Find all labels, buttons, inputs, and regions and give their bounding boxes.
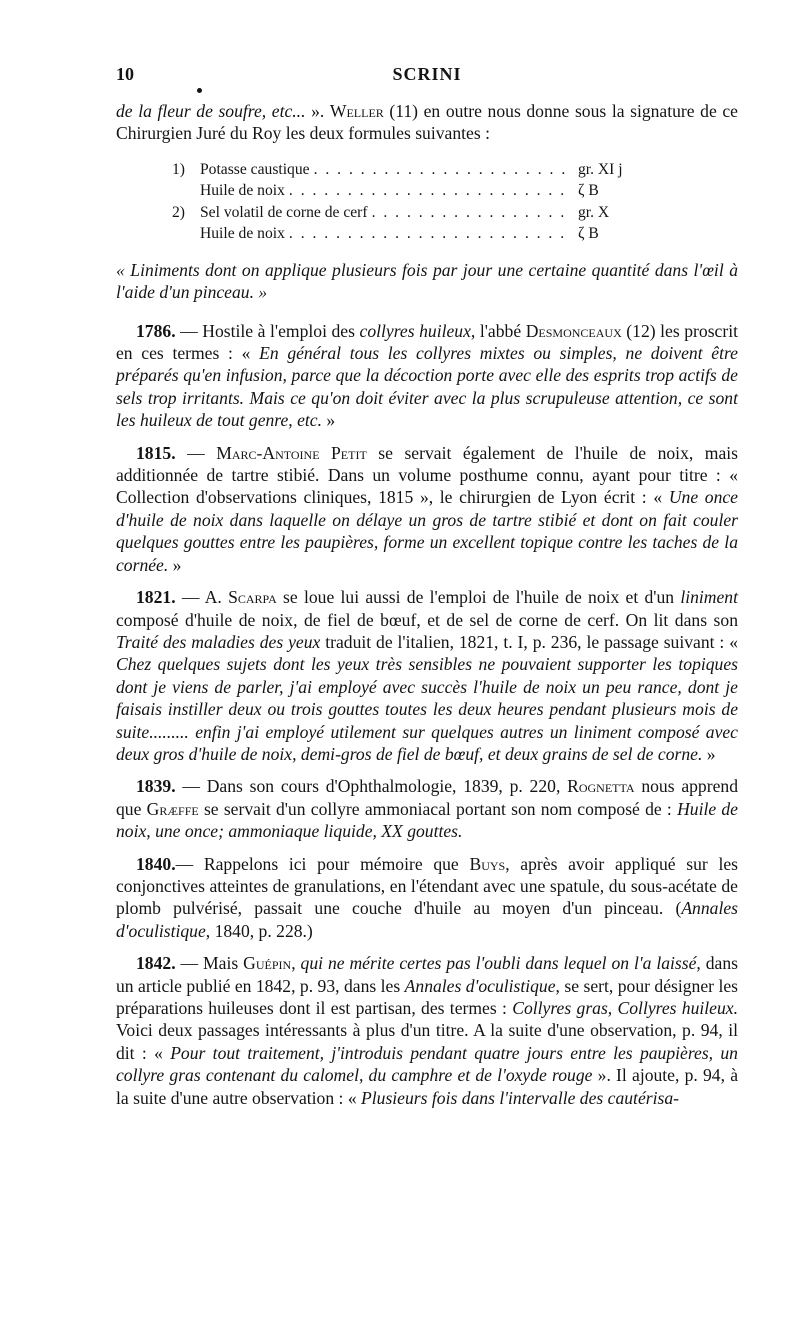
year-1786: 1786. xyxy=(136,320,176,341)
page-header xyxy=(116,64,738,90)
formula-list xyxy=(172,159,652,245)
formula-row: 1) Potasse caustique . . . gr. XI j xyxy=(172,159,652,181)
stray-ink-dot xyxy=(197,88,202,93)
liniments-quote: « Liniments dont on applique plusieurs fois par jour une certaine quantité dans l'œil à l'aide d'un pinceau. » xyxy=(116,259,738,303)
paragraph-1786: 1786. — Hostile à l'emploi des collyres huileux, l'abbé Desmonceaux (12) les proscrit en ces termes : « En général tous les collyres mixtes ou simples, ne doivent être préparés qu'en infusion, parce que la décoction porte avec elle des esprits trop actifs de sels trop irritants. Mais ce qu'on doit éviter avec la plus scrupuleuse attention, ce sont les huileux de tout genre, etc. » xyxy=(116,320,738,431)
formula-row: Huile de noix . . . ζ B xyxy=(172,180,652,202)
paragraph-1815: 1815. — Marc-Antoine Petit se servait également de l'huile de noix, mais additionnée de tartre stibié. Dans un volume posthume connu, ayant pour titre : « Collection d'observations cliniques, 1815 », le chirurgien de Lyon écrit : « Une once d'huile de noix dans laquelle on délaye un gros de tartre stibié et dont on fait couler quelques gouttes entre les paupières, forme un excellent topique contre les taches de la cornée. » xyxy=(116,442,739,575)
running-title: SCRINI xyxy=(392,64,462,84)
author-weller: Weller xyxy=(329,101,384,121)
year-1840: 1840. xyxy=(136,853,176,874)
author-guepin: Guépin xyxy=(243,953,292,974)
paragraph-1840: 1840.— Rappelons ici pour mémoire que Buys, après avoir appliqué sur les conjonctives atteintes de granulations, en l'étendant avec une spatule, du sous-acétate de plomb pulvérisé, passait une couche d'huile au moyen d'un pinceau. (Annales d'oculistique, 1840, p. 228.) xyxy=(116,853,739,941)
year-1821: 1821. xyxy=(136,587,176,608)
formula-row: 2) Sel volatil de corne de cerf . . . gr. X xyxy=(172,202,652,224)
author-buys: Buys xyxy=(469,853,506,874)
year-1839: 1839. xyxy=(136,776,176,797)
page-number: 10 xyxy=(116,64,134,84)
author-petit: Marc-Antoine Petit xyxy=(216,442,367,463)
author-rognetta: Rognetta xyxy=(567,776,635,797)
page-body xyxy=(116,100,738,1109)
paragraph-1842: 1842. — Mais Guépin, qui ne mérite certes pas l'oubli dans lequel on l'a laissé, dans un article publié en 1842, p. 93, dans les Annales d'oculistique, se sert, pour désigner les préparations huileuses dont il est partisan, des termes : Collyres gras, Collyres huileux. Voici deux passages intéressants à plus d'un titre. A la suite d'une observation, p. 94, il dit : « Pour tout traitement, j'introduis pendant quatre jours entre les paupières, un collyre gras contenant du calomel, du camphre et de l'oxyde rouge ». Il ajoute, p. 94, à la suite d'une autre observation : « Plusieurs fois dans l'intervalle des cautérisa- xyxy=(116,953,739,1108)
year-1815: 1815. xyxy=(136,442,176,463)
paragraph-1839: 1839. — Dans son cours d'Ophthalmologie, 1839, p. 220, Rognetta nous apprend que Græffe se servait d'un collyre ammoniacal portant son nom composé de : Huile de noix, une once; ammoniaque liquide, XX gouttes. xyxy=(116,776,738,842)
intro-paragraph: de la fleur de soufre, etc... ». Weller (11) en outre nous donne sous la signature de ce Chirurgien Juré du Roy les deux formules suivantes : xyxy=(116,101,738,144)
author-desmonceaux: Desmonceaux xyxy=(525,320,622,341)
author-graeffe: Græffe xyxy=(146,798,199,819)
year-1842: 1842. xyxy=(136,953,176,974)
author-scarpa: Scarpa xyxy=(228,587,277,608)
paragraph-1821: 1821. — A. Scarpa se loue lui aussi de l'emploi de l'huile de noix et d'un liniment composé d'huile de noix, de fiel de bœuf, et de sel de corne de cerf. On lit dans son Traité des maladies des yeux traduit de l'italien, 1821, t. I, p. 236, le passage suivant : « Chez quelques sujets dont les yeux très sensibles ne pouvaient supporter les topiques dont je viens de parler, j'ai employé avec succès l'huile de noix un peu rance, dont je faisais instiller deux ou trois gouttes toutes les deux heures pendant plusieurs mois de suite......... enfin j'ai employé utilement sur quelques autres un liniment composé avec deux gros d'huile de noix, demi-gros de fiel de bœuf, et deux grains de sel de corne. » xyxy=(116,587,739,764)
formula-row: Huile de noix . . . ζ B xyxy=(172,223,652,245)
